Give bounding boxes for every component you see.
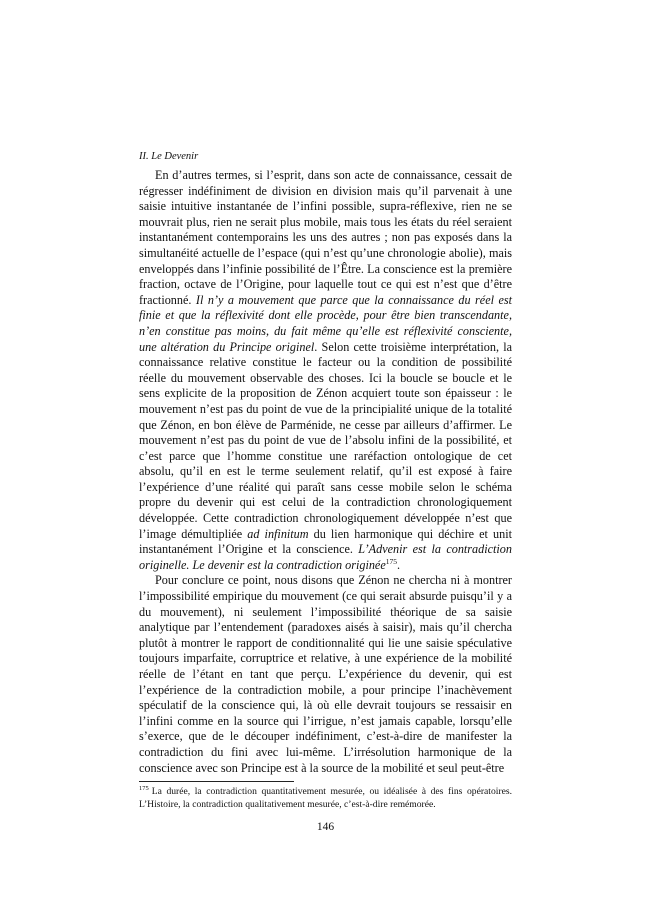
italic-text: Il n’y a mouvement que parce que la connaissance du réel est finie et que la réflexivité dont elle procède, pour être bien transcendante, n’en constitue pas moins, du fait même qu’elle est réflexivité consciente, une altération du Principe originel (139, 292, 512, 354)
footnote-reference[interactable]: 175 (385, 556, 397, 566)
text-run: Pour conclure ce point, nous disons que Zénon ne chercha ni à montrer l’impossibilité empirique du mouvement (ce qui serait absurde puisqu’il y a du mouvement), ni seulement l’impossibilité théorique de sa saisie analytique par l’entendement (paradoxes aisés à saisir), mais qu’il chercha plutôt à montrer le rapport de conditionnalité qui lie une saisie spéculative toujours imparfaite, corruptrice et relative, à une expérience de la mobilité réelle de l’étant en tant que perçu. L’expérience du devenir, qui est l’expérience de la contradiction mobile, a pour principe l’inachèvement spéculatif de la conscience qui, là où elle devrait toujours se ressaisir en l’infini comme en la source qui l’irrigue, n’est jamais capable, lorsqu’elle s’exerce, que de le découper indéfiniment, c’est-à-dire de manifester la contradiction du fini avec lui-même. L’irrésolution harmonique de la conscience avec son Principe est à la source de la mobilité et seul peut-être (139, 573, 512, 775)
footnote-separator (139, 781, 294, 782)
footnote-number: 175 (139, 784, 149, 792)
text-run: . Selon cette troisième interprétation, la connaissance relative constitue le facteur ou la condition de possibilité réelle du mouvement observable des choses. Ici la boucle se boucle et le sens explicite de la proposition de Zénon acquiert toute son épaisseur : le mouvement n’est pas du point de vue de la principialité unique de la totalité que Zénon, en bon élève de Parménide, ne cesse par ailleurs d’affirmer. Le mouvement n’est pas du point de vue de l’absolu infini de la possibilité, et c’est parce que l’homme constitue une raréfaction ontologique de cet absolu, qu’il en est le terme seulement relatif, qu’il est exposé à faire l’expérience d’une réalité qui paraît sans cesse mobile selon le schéma propre du devenir qui est celui de la contradiction chronologiquement développée. Cette contradiction chronologiquement développée n’est que l’image démultipliée (139, 339, 513, 541)
italic-text: L’Advenir est la contradiction originelle. Le devenir est la contradiction originée (139, 542, 512, 572)
text-run: du lien harmonique qui déchire et unit instantanément l’Origine et la conscience. (139, 526, 512, 557)
italic-text: ad infinitum (247, 526, 309, 541)
text-run: . (397, 557, 401, 572)
footnote-text: La durée, la contradiction quantitativement mesurée, ou idéalisée à des fins opératoires. L’Histoire, la contradiction qualitativement mesurée, c’est-à-dire remémorée. (139, 786, 512, 811)
paragraph (139, 573, 512, 776)
page-number: 146 (316, 821, 335, 834)
footnote (139, 785, 512, 811)
running-head: II. Le Devenir (139, 151, 199, 162)
book-page (139, 150, 512, 833)
paragraph (139, 168, 512, 573)
text-run: En d’autres termes, si l’esprit, dans son acte de connaissance, cessait de régresser indéfiniment de division en division mais qu’il parvenait à une saisie intuitive instantanée de l’infini possible, supra-réflexive, rien ne se mouvrait plus, rien ne serait plus mobile, mais tous les états du réel seraient instantanément contemporains les uns des autres ; non pas exposés dans la simultanéité actuelle de l’espace (qui n’est qu’une chronologie abolie), mais enveloppés dans l’infinie possibilité de l’Être. La conscience est la première fraction, octave de l’Origine, pour laquelle tout ce qui est n’est que d’être fractionné. (139, 168, 512, 307)
body-text (139, 168, 512, 776)
